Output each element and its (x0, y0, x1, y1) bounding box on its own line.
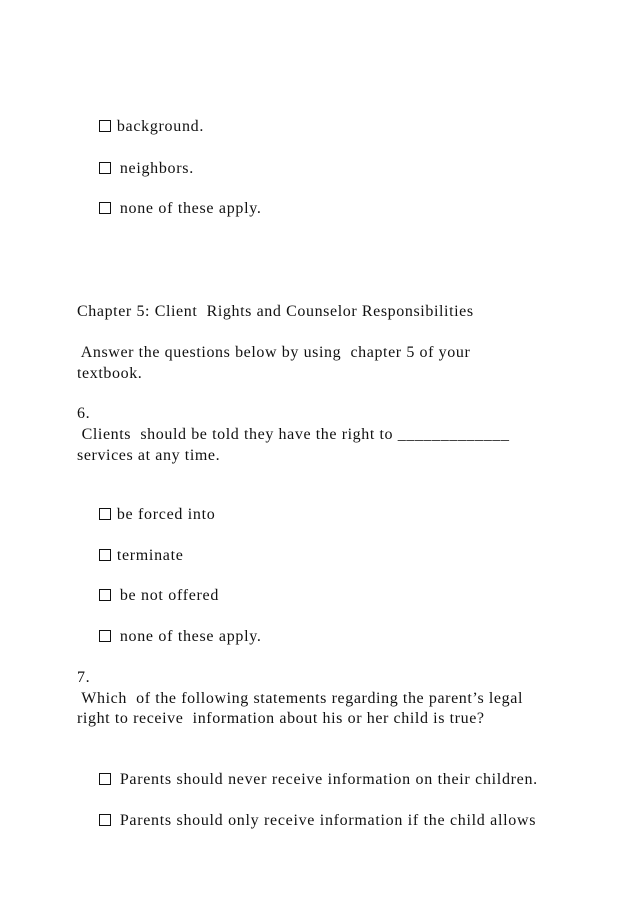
checkbox-icon[interactable] (99, 508, 111, 520)
question-text: Clients should be told they have the right to _____________ (77, 426, 510, 443)
option-label: Parents should only receive information if the child allows (119, 812, 537, 829)
checkbox-icon[interactable] (99, 549, 111, 561)
option-none-apply[interactable] (77, 607, 262, 667)
checkbox-icon[interactable] (99, 202, 111, 214)
checkbox-icon[interactable] (99, 814, 111, 826)
checkbox-icon[interactable] (99, 162, 111, 174)
checkbox-icon[interactable] (99, 630, 111, 642)
question-number: 7. (77, 669, 91, 686)
checkbox-icon[interactable] (99, 589, 111, 601)
option-label: Parents should never receive information on their children. (119, 771, 538, 788)
option-label: terminate (116, 547, 184, 564)
option-label: neighbors. (119, 160, 194, 177)
option-label: none of these apply. (119, 200, 262, 217)
instruction-text: Answer the questions below by using chapter 5 of your (77, 344, 471, 361)
option-label: background. (116, 118, 205, 135)
question-number: 6. (77, 405, 91, 422)
option-none-apply[interactable] (77, 179, 262, 239)
chapter-heading: Chapter 5: Client Rights and Counselor Responsibilities (77, 303, 474, 320)
option-label: none of these apply. (119, 628, 262, 645)
option-label: be not offered (119, 587, 220, 604)
option-label: be forced into (116, 506, 216, 523)
question-text: services at any time. (77, 447, 221, 464)
checkbox-icon[interactable] (99, 773, 111, 785)
instruction-text: textbook. (77, 365, 143, 382)
option-only-if-child-allows[interactable] (77, 791, 536, 851)
checkbox-icon[interactable] (99, 120, 111, 132)
question-text: Which of the following statements regarding the parent’s legal (77, 690, 523, 707)
question-text: right to receive information about his or her child is true? (77, 710, 485, 727)
